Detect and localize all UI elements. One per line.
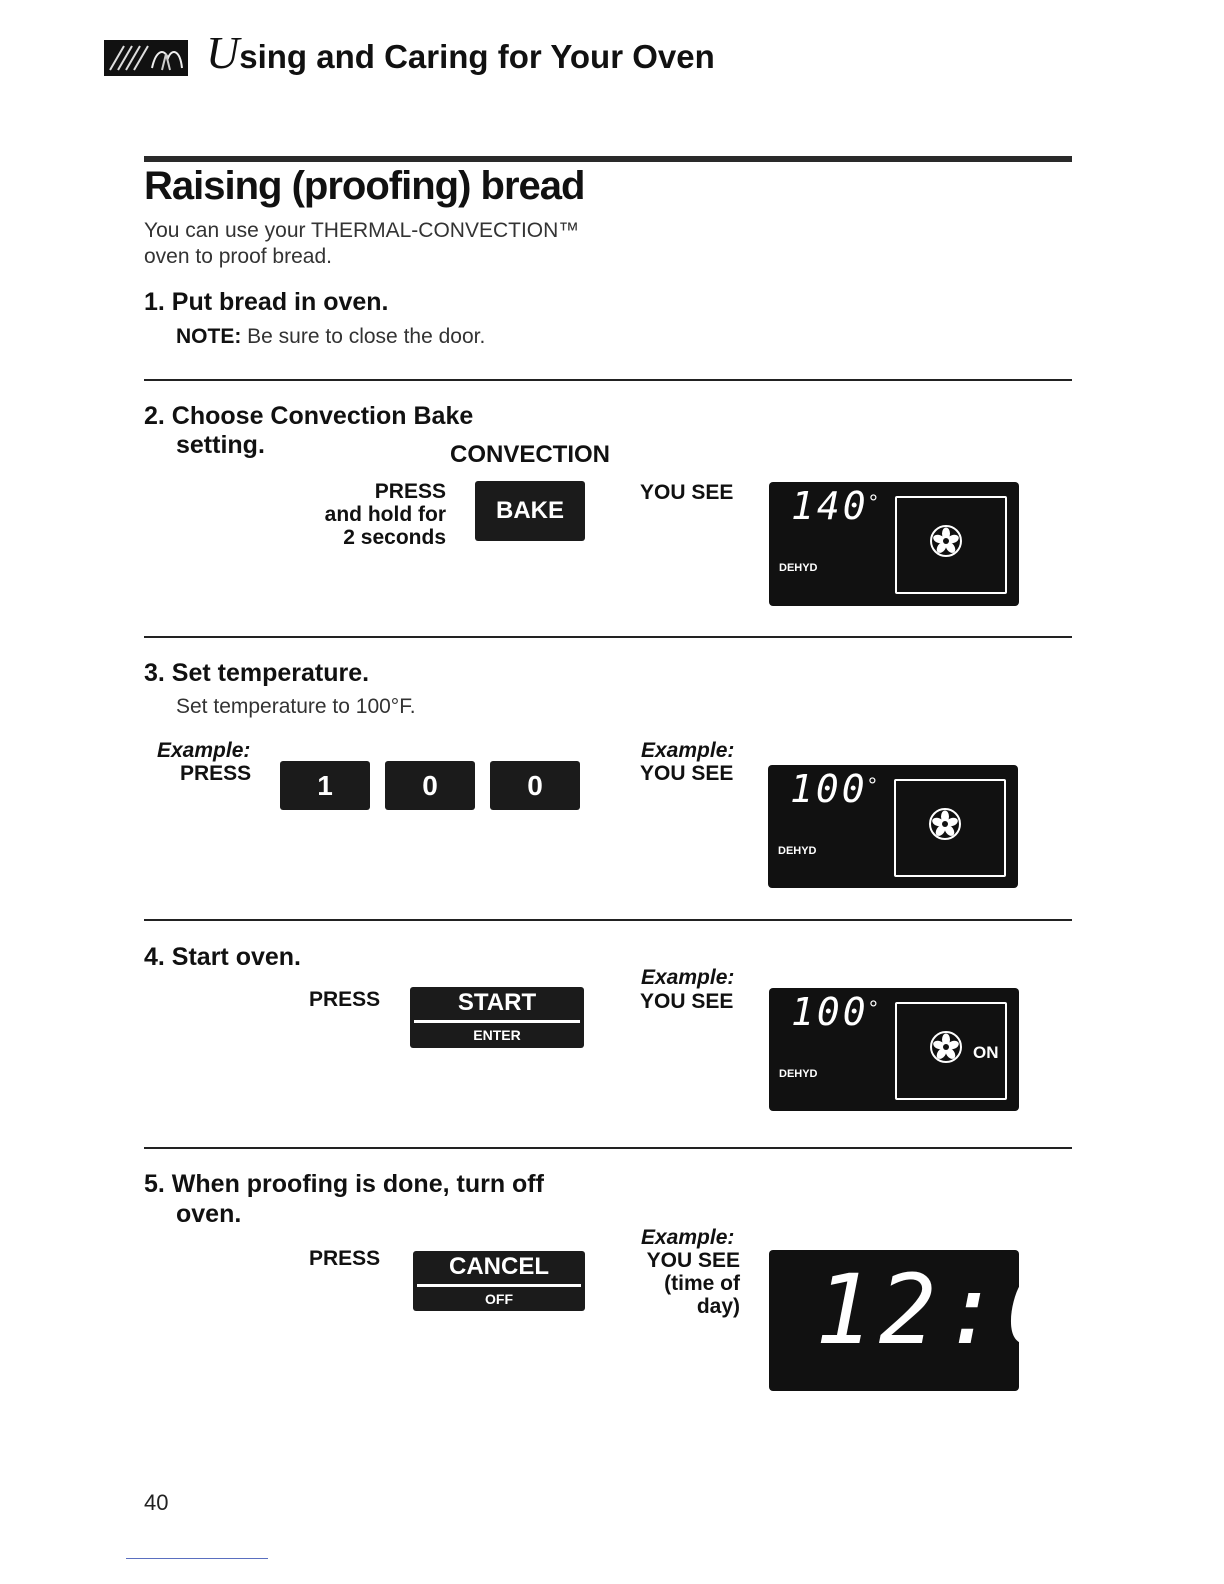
step-1-heading: 1. Put bread in oven. xyxy=(144,288,389,316)
example-label: Example: xyxy=(641,966,735,989)
example-label: Example: xyxy=(157,739,251,762)
divider xyxy=(144,1147,1072,1149)
divider xyxy=(144,919,1072,921)
seconds-label: 2 seconds xyxy=(343,526,446,549)
fan-icon xyxy=(929,1030,963,1064)
header-logo-icon xyxy=(104,40,188,76)
start-button[interactable] xyxy=(410,987,584,1048)
example-label: Example: xyxy=(641,739,735,762)
hold-label: and hold for xyxy=(324,503,446,526)
step-5-heading: 5. When proofing is done, turn off xyxy=(144,1170,544,1198)
intro-line-1: You can use your THERMAL-CONVECTION™ xyxy=(144,219,580,242)
note-text: Be sure to close the door. xyxy=(241,325,486,348)
press-label: PRESS xyxy=(374,480,446,503)
cancel-button[interactable] xyxy=(413,1251,585,1311)
display-digits: 100 xyxy=(790,767,868,811)
you-see-label: YOU SEE xyxy=(646,1249,740,1272)
day-label: day) xyxy=(696,1295,740,1318)
header-title-rest: sing and Caring for Your Oven xyxy=(239,38,715,75)
key-0-button[interactable]: 0 xyxy=(490,761,580,810)
step-4-heading: 4. Start oven. xyxy=(144,943,301,971)
key-divider xyxy=(417,1284,581,1287)
display-degree: ° xyxy=(869,490,878,515)
off-label: OFF xyxy=(485,1291,513,1307)
oven-display xyxy=(769,482,1019,606)
step-3-text: Set temperature to 100°F. xyxy=(176,695,416,718)
section-title: Raising (proofing) bread xyxy=(144,164,585,208)
divider xyxy=(144,379,1072,381)
enter-label: ENTER xyxy=(473,1027,521,1043)
display-degree: ° xyxy=(869,996,878,1021)
key-1-button[interactable]: 1 xyxy=(280,761,370,810)
display-mode: DEHYD xyxy=(779,1068,818,1080)
cancel-label: CANCEL xyxy=(449,1253,549,1280)
oven-display xyxy=(768,765,1018,888)
step-2-heading-line-2: setting. xyxy=(176,431,265,459)
clock-display xyxy=(769,1250,1134,1391)
step-1-note xyxy=(176,325,485,349)
convection-label: CONVECTION xyxy=(450,441,611,468)
display-digits: 100 xyxy=(791,990,869,1034)
key-divider xyxy=(414,1020,580,1023)
note-label: NOTE: xyxy=(176,325,242,348)
fan-icon xyxy=(929,524,963,558)
display-digits: 140 xyxy=(791,484,869,528)
press-label: PRESS xyxy=(309,988,381,1011)
press-label: PRESS xyxy=(180,762,252,785)
bake-button[interactable]: BAKE xyxy=(475,481,585,541)
intro-line-2: oven to proof bread. xyxy=(144,245,332,268)
step-5-heading-line-2: oven. xyxy=(176,1200,242,1228)
you-see-label: YOU SEE xyxy=(640,762,734,785)
header-title xyxy=(206,27,715,78)
footer-line xyxy=(126,1558,268,1559)
display-degree: ° xyxy=(868,773,877,798)
fan-icon xyxy=(928,807,962,841)
section-top-rule xyxy=(144,156,1072,162)
oven-display xyxy=(769,988,1019,1111)
example-label: Example: xyxy=(641,1226,735,1249)
page-number: 40 xyxy=(144,1490,169,1515)
time-of-label: (time of xyxy=(664,1272,740,1295)
clock-digits: 12:00 xyxy=(815,1254,1134,1366)
start-label: START xyxy=(457,989,537,1016)
display-mode: DEHYD xyxy=(779,562,818,574)
header-title-initial: U xyxy=(206,27,240,78)
you-see-label: YOU SEE xyxy=(640,481,734,504)
step-3-heading: 3. Set temperature. xyxy=(144,659,370,687)
press-label: PRESS xyxy=(309,1247,381,1270)
display-status: ON xyxy=(973,1043,999,1062)
step-2-heading: 2. Choose Convection Bake xyxy=(144,402,474,430)
key-0-button[interactable]: 0 xyxy=(385,761,475,810)
divider xyxy=(144,636,1072,638)
you-see-label: YOU SEE xyxy=(640,990,734,1013)
display-mode: DEHYD xyxy=(778,845,817,857)
